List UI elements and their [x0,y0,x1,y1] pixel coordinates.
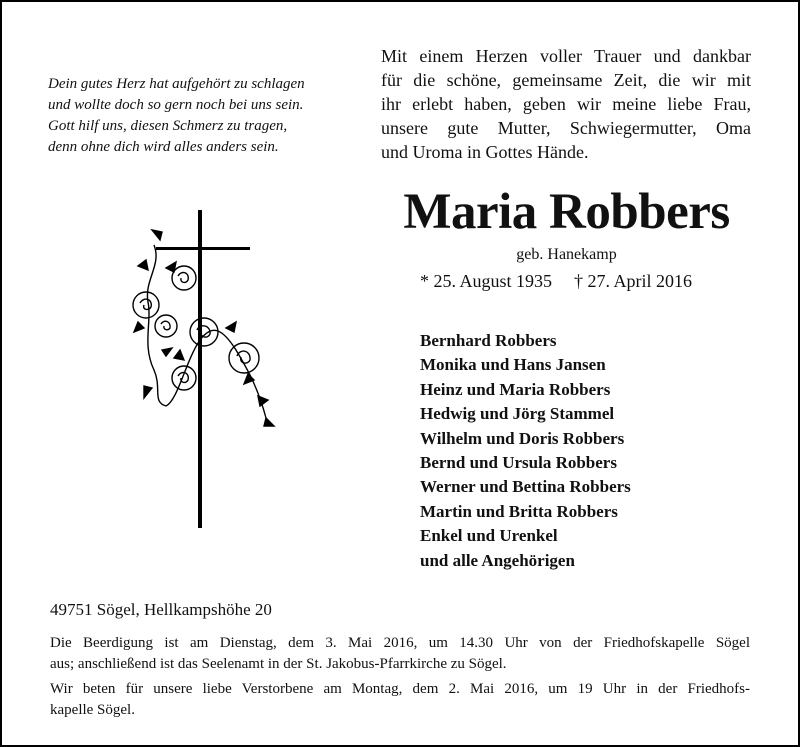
notice-line: aus; anschließend ist das Seelenamt in der St. Jakobus-Pfarrkirche zu Sögel. [50,656,507,672]
notice-line: Die Beerdigung ist am Dienstag, dem 3. Mai 2016, um 14.30 Uhr von der Friedhofskapelle Sögel [50,635,750,651]
intro-line: für die schöne, gemeinsame Zeit, die wir mit [381,70,751,90]
cross-with-roses-icon [126,210,286,528]
intro-line: unsere gute Mutter, Schwiegermutter, Oma [381,118,751,138]
intro-line: und Uroma in Gottes Hände. [381,142,589,162]
maiden-name: geb. Hanekamp [516,246,617,263]
funeral-notice [50,633,750,675]
mourner-entry: Monika und Hans Jansen [420,355,606,375]
mourner-entry: und alle Angehörigen [420,550,575,570]
deceased-name: Maria Robbers [403,184,730,240]
poem-line: Gott hilf uns, diesen Schmerz zu tragen, [48,118,288,134]
mourner-entry: Martin und Britta Robbers [420,501,618,521]
death-date: † 27. April 2016 [574,271,693,291]
mourner-entry: Hedwig und Jörg Stammel [420,404,615,424]
intro-line: ihr erlebt haben, geben wir meine liebe Frau, [381,94,751,114]
poem-line: Dein gutes Herz hat aufgehört zu schlagen [48,76,305,92]
intro-line: Mit einem Herzen voller Trauer und dankbar [381,46,751,66]
mourners-list [420,329,631,573]
notice-line: Wir beten für unsere liebe Verstorbene am Montag, dem 2. Mai 2016, um 19 Uhr in der Friedhofs- [50,681,750,697]
mourner-entry: Wilhelm und Doris Robbers [420,428,625,448]
mourner-entry: Werner und Bettina Robbers [420,477,631,497]
birth-date: * 25. August 1935 [420,271,553,291]
intro-text [381,44,751,164]
notice-line: kapelle Sögel. [50,702,135,718]
mourner-entry: Bernhard Robbers [420,331,557,350]
poem-line: denn ohne dich wird alles anders sein. [48,139,279,155]
mourner-entry: Enkel und Urenkel [420,526,558,546]
mourner-entry: Heinz und Maria Robbers [420,379,611,399]
poem-line: und wollte doch so gern noch bei uns sein. [48,97,304,113]
mourner-entry: Bernd und Ursula Robbers [420,453,617,473]
memorial-poem [48,74,368,158]
prayer-notice [50,679,750,721]
life-dates [420,270,692,292]
family-address: 49751 Sögel, Hellkampshöhe 20 [50,600,272,619]
